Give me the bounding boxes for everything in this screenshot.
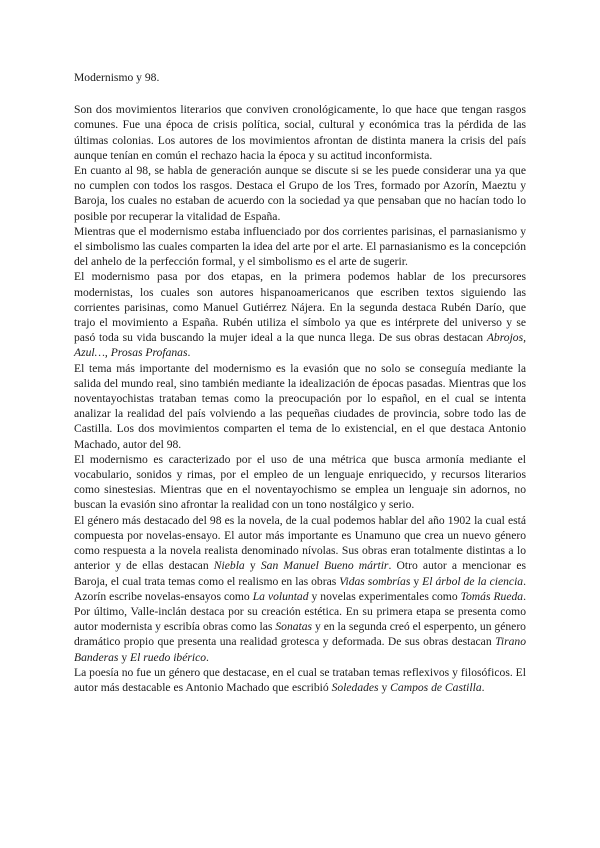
text-run: La poesía no fue un género que destacase, en el cual se trataban temas reflexivos y filosóficos. El autor más destacable es Antonio Machado que escribió [74,665,526,694]
text-run: Mientras que el modernismo estaba influenciado por dos corrientes parisinas, el parnasianismo y el simbolismo las cuales comparten la idea del arte por el arte. El parnasianismo es la concepción del anhelo de la perfección formal, y el simbolismo es el arte de sugerir. [74,224,526,269]
text-run: . Otro autor a mencionar es Baroja, el cual trata temas como el realismo en las obras [74,559,526,588]
text-run: . [206,650,209,664]
paragraph [74,452,526,513]
paragraph [74,102,526,163]
italic-title: Tirano Banderas [74,635,526,664]
document-body [74,102,526,695]
paragraph [74,513,526,665]
text-run: El tema más importante del modernismo es la evasión que no solo se conseguía mediante la salida del mundo real, sino también mediante la idealización de épocas pasadas. Mientras que los noventayochistas trataban temas como la preocupación por lo español, en el cual se intenta analizar la realidad del país volviendo a las pequeñas ciudades de provincia, sobre todo las de Castilla. Los dos movimientos comparten el tema de lo existencial, en el que destaca Antonio Machado, autor del 98. [74,361,526,451]
italic-title: Campos de Castilla [390,680,482,694]
paragraph [74,224,526,270]
italic-title: Sonatas [275,620,313,634]
text-run: Son dos movimientos literarios que conviven cronológicamente, lo que hace que tengan rasgos comunes. Fue una época de crisis política, social, cultural y económica tras la pérdida de las últimas colonias. Los autores de los movimientos afrontan de distinta manera la crisis del país aunque tenían en común el rechazo hacia la época y su actitud inconformista. [74,103,526,162]
text-run: y en la segunda creó el esperpento, un género dramático propio que presenta una realidad grotesca y deformada. De sus obras destacan [74,620,526,649]
text-run: . Azorín escribe novelas-ensayos como [74,574,526,603]
italic-title: Soledades [331,680,379,694]
paragraph [74,361,526,452]
paragraph [74,665,526,695]
text-run: . Por último, Valle-inclán destaca por su creación estética. En su primera etapa se presenta como autor modernista y escribía obras como las [74,589,526,634]
italic-title: San Manuel Bueno mártir [260,559,389,573]
document-title: Modernismo y 98. [74,71,160,84]
paragraph [74,163,526,224]
italic-title: Tomás Rueda [460,589,524,603]
italic-title: El ruedo ibérico [130,650,207,664]
text-run: . [187,346,191,360]
text-run: El modernismo pasa por dos etapas, en la primera podemos hablar de los precursores modernistas, los cuales son autores hispanoamericanos que escriben textos siguiendo las corrientes parisinas, como Manuel Gutiérrez Nájera. En la segunda destaca Rubén Darío, que trajo el movimiento a España. Rubén utiliza el símbolo ya que es intérprete del universo y se pasó toda su vida buscando la mujer ideal a la que nunca llega. De sus obras destacan [74,270,526,345]
text-run: y [118,650,131,664]
text-run: y [410,574,423,588]
text-run: . [481,680,485,694]
italic-title: Niebla [213,559,245,573]
document-page [74,70,526,695]
italic-title: El árbol de la ciencia [422,574,524,588]
text-run: y [378,680,391,694]
text-run: y [244,559,261,573]
italic-title: Vidas sombrías [339,574,411,588]
italic-title: Abrojos, Azul…, Prosas Profanas [74,331,526,360]
text-run: y novelas experimentales como [308,589,461,603]
paragraph [74,269,526,360]
text-run: El género más destacado del 98 es la novela, de la cual podemos hablar del año 1902 la cual está compuesta por novelas-ensayo. El autor más importante es Unamuno que crea un nuevo género como respuesta a la novela realista denominado nívolas. Sus obras eran totalmente distintas a lo anterior y de ellas destacan [74,513,526,573]
italic-title: La voluntad [252,589,309,603]
text-run: En cuanto al 98, se habla de generación aunque se discute si se les puede considerar una ya que no cumplen con todos los rasgos. Destaca el Grupo de los Tres, formado por Azorín, Maeztu y Baroja, los cuales no estaban de acuerdo con la sociedad ya que pensaban que no hacían todo lo posible por recuperar la vitalidad de España. [74,164,526,223]
text-run: El modernismo es caracterizado por el uso de una métrica que busca armonía mediante el vocabulario, sonidos y rimas, por el empleo de un lenguaje enriquecido, y recursos literarios como sinestesias. Mientras que en el noventayochismo se emplea un lenguaje sin adornos, no buscan la evasión sino afrontar la realidad con un tono nostálgico y serio. [74,452,526,512]
